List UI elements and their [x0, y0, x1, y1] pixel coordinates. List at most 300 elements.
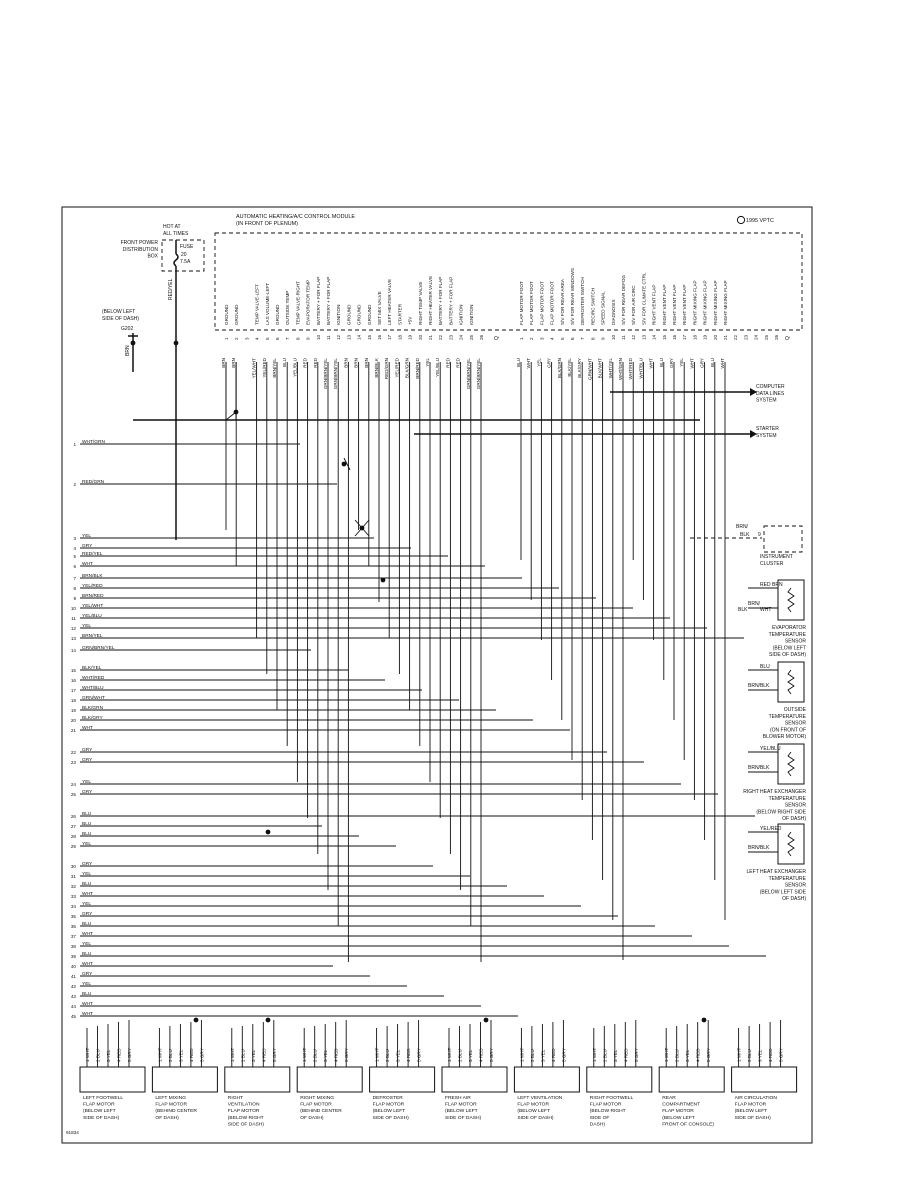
motor-pin: 1 WHT	[302, 1047, 308, 1062]
flap-motor-label: SIDE OF	[589, 1115, 610, 1121]
harness-wire-color: GRY	[82, 912, 93, 917]
harness-wire-color: YEL	[82, 780, 92, 785]
pin-number: 12	[336, 334, 342, 340]
motor-pin: 4 RED	[478, 1048, 484, 1062]
pin-function: SPEED SIGNAL	[600, 291, 606, 325]
splice-dot	[266, 1018, 271, 1023]
pin-function: RECIRC SWITCH	[590, 287, 596, 325]
crossover	[226, 412, 236, 420]
harness-wire-number: 28	[70, 834, 76, 839]
flap-motor-label: FLAP MOTOR	[589, 1102, 622, 1108]
harness-wire-color: GRY	[82, 544, 93, 549]
flap-motor-label: (BELOW LEFT	[372, 1109, 406, 1115]
motor-pin: 5 GRY	[561, 1048, 567, 1062]
pin-wire-color: GRN/WHT	[587, 358, 593, 380]
flap-motor-label: FLAP MOTOR	[300, 1102, 332, 1108]
flap-motor-label: FLAP MOTOR	[83, 1102, 115, 1108]
computer-data-lines-label: DATA LINES	[756, 390, 785, 397]
motor-pin: 3 YEL	[540, 1049, 546, 1062]
motor-pin: 3 YEL	[395, 1049, 401, 1062]
harness-wire-number: 25	[70, 792, 76, 797]
sensor-label: TEMPERATURE	[768, 875, 806, 882]
pin-wire-color: BRN/RED	[414, 358, 420, 379]
splice-dot	[381, 578, 386, 583]
pin-number: 20	[417, 334, 423, 340]
sensor-wire-color: BLK	[738, 607, 748, 613]
sensor-wire-color: RED	[760, 582, 771, 588]
motor-pin: 2 BLU	[167, 1049, 173, 1062]
harness-wire-number: 35	[70, 914, 76, 919]
pin-function: S/V FOR REAR DEFOG	[621, 274, 626, 325]
pin-function: RIGHT TEMP VALVE	[417, 281, 423, 325]
pin-wire-color: BLU	[282, 358, 288, 367]
ground-wire-color: BRN	[125, 345, 131, 356]
flap-motor-label: FRONT OF CONSOLE)	[662, 1122, 715, 1128]
pin-number: 21	[723, 334, 728, 340]
harness-wire-number: 23	[70, 760, 76, 765]
pin-number: 13	[346, 334, 352, 340]
motor-pin: 1 WHT	[374, 1047, 380, 1062]
motor-pin: 4 RED	[406, 1048, 412, 1062]
pin-function: IGNITION	[468, 304, 474, 325]
motor-pin: 4 RED	[188, 1048, 194, 1062]
pin-function: RIGHT VENT FLAP	[651, 284, 657, 325]
harness-wire-color: BLK/YEL	[82, 666, 102, 671]
pin-function: S/V FOR AIR CIRC	[631, 285, 637, 325]
flap-motor-label: FLAP MOTOR	[372, 1102, 405, 1108]
flap-motor-label: LEFT MIXING	[155, 1096, 187, 1101]
motor-pin: 1 WHT	[519, 1047, 525, 1062]
motor-pin: 1 WHT	[157, 1047, 163, 1062]
pin-wire-color: BLU	[709, 358, 715, 367]
flap-motor-label: SIDE OF DASH)	[445, 1115, 482, 1121]
pin-wire-color: BRN	[221, 358, 226, 368]
harness-wire-color: GRY	[82, 972, 93, 977]
harness-wire-color: GRN/WHT	[82, 696, 105, 701]
flap-motor-label: (BEHIND CENTER	[155, 1109, 197, 1115]
pin-number: 1	[224, 337, 229, 340]
pin-function: DEFROSTER SWITCH	[580, 277, 586, 325]
ground-location: (BELOW LEFT	[102, 309, 136, 315]
pin-function: RIGHT HEATER VALVE	[428, 275, 433, 325]
starter-system-label: STARTER	[756, 426, 779, 432]
harness-wire-color: GRY	[82, 758, 93, 763]
pin-function: STARTER	[397, 303, 403, 325]
sensor-box	[778, 662, 804, 702]
harness-wire-number: 11	[71, 616, 76, 621]
harness-wire-color: BLU	[82, 812, 92, 817]
motor-pin: 4 RED	[768, 1048, 774, 1062]
pin-number: 11	[326, 335, 331, 340]
harness-wire-number: 15	[70, 668, 76, 673]
sensor-wire-color: BRN/BLK	[748, 845, 770, 851]
pin-number: 16	[377, 334, 382, 340]
pin-number: 15	[661, 334, 667, 340]
harness-wire-number: 38	[70, 944, 76, 949]
pin-function: S/V FOR REAR WINDOWS	[570, 268, 575, 325]
harness-wire-number: 4	[73, 546, 76, 551]
sensor-wire-color: YEL/RED	[760, 826, 782, 832]
ground-id: G202	[121, 326, 134, 332]
harness-wire-color: BLU	[82, 832, 92, 837]
flap-motor-label: LEFT FOOTWELL	[83, 1096, 124, 1101]
pin-wire-color: BRN/YEL	[272, 358, 277, 378]
flap-motor-label: (BELOW LEFT	[734, 1109, 768, 1115]
cluster-pin: 9	[758, 532, 761, 538]
harness-wire-number: 32	[70, 884, 76, 889]
harness-wire-color: RED/GRN	[82, 480, 105, 485]
harness-wire-number: 44	[70, 1004, 76, 1009]
harness-wire-color: BRN/YEL	[82, 634, 103, 639]
harness-wire-number: 26	[70, 814, 76, 819]
flap-motor-label: SIDE OF DASH)	[517, 1115, 554, 1121]
pin-wire-color: GRN/BRN/YEL	[333, 358, 339, 390]
harness-wire-number: 42	[70, 984, 76, 989]
harness-wire-color: BLU	[82, 922, 92, 927]
pin-number: 26	[774, 334, 779, 340]
pin-number: 20	[712, 334, 718, 340]
pin-wire-color: GRY	[669, 358, 674, 368]
pin-wire-color: BLK/GRN	[404, 358, 410, 379]
harness-wire-color: GRY	[82, 790, 93, 795]
harness-wire-color: YEL	[82, 982, 92, 987]
flap-motor-label: FLAP MOTOR	[227, 1109, 260, 1115]
pin-number: 5	[264, 337, 270, 340]
pin-number: 26	[479, 334, 484, 340]
harness-wire-color: GRN/BRN/YEL	[82, 646, 115, 651]
sensor-label: (BELOW RIGHT SIDE	[756, 809, 806, 816]
pin-function: +5V	[407, 316, 413, 325]
pin-number: 3	[539, 337, 545, 340]
harness-wire-color: YEL	[82, 624, 92, 629]
pin-wire-color: WHT	[720, 358, 725, 369]
sensor-wire-color: BRN/BLK	[748, 765, 770, 771]
sensor-label: OF DASH)	[782, 896, 806, 903]
harness-wire-color: BLU	[82, 952, 92, 957]
harness-wire-color: BLK/GRN	[82, 706, 104, 711]
pin-wire-color: YEL	[679, 358, 685, 367]
pin-number: 2	[234, 337, 240, 340]
harness-wire-color: YEL	[82, 842, 92, 847]
pin-number: 22	[733, 334, 739, 340]
pin-wire-color: BRN	[343, 358, 349, 368]
pin-number: 15	[366, 334, 372, 340]
pin-wire-color: BLU	[516, 358, 521, 367]
harness-wire-color: RED/YEL	[82, 552, 103, 557]
pin-function: GROUND	[224, 304, 229, 325]
harness-wire-number: 20	[70, 718, 76, 723]
motor-pin: 2 BLU	[602, 1049, 608, 1062]
pin-function: DIAGNOSIS	[610, 299, 616, 325]
sensor-label: TEMPERATURE	[768, 713, 806, 720]
flap-motor-label: FLAP MOTOR	[155, 1102, 188, 1108]
motor-pin: 2 BLU	[95, 1049, 101, 1062]
flap-motor-label: SIDE OF DASH)	[227, 1122, 264, 1128]
motor-pin: 5 GRY	[344, 1048, 350, 1062]
figure-id: 91834	[66, 1130, 79, 1135]
pin-function: IGNITION	[458, 304, 464, 325]
motor-pin: 3 YEL	[468, 1049, 473, 1062]
sensor-label: TEMPERATURE	[768, 631, 806, 638]
harness-wire-number: 8	[73, 586, 76, 591]
harness-wire-number: 18	[70, 698, 76, 703]
pin-wire-color: GRY	[699, 358, 705, 368]
pin-wire-color: BLK/WHT	[597, 358, 603, 379]
pin-number: 9	[600, 337, 606, 340]
flap-motor-box	[587, 1067, 652, 1092]
fuse-amperage: 7.5A	[180, 259, 191, 265]
pin-number: 11	[621, 335, 626, 340]
harness-wire-color: WHT	[82, 962, 93, 967]
harness-wire-color: WHT	[82, 562, 93, 567]
power-wire-color: RED/YEL	[168, 278, 174, 300]
harness-wire-color: WHT/RED	[82, 676, 105, 681]
harness-wire-number: 45	[70, 1014, 76, 1019]
flap-motor-label: DEFROSTER	[372, 1096, 403, 1101]
harness-wire-number: 13	[70, 636, 76, 641]
harness-wire-number: 34	[70, 904, 76, 909]
pin-number: 17	[387, 334, 393, 340]
motor-pin: 3 YEL	[323, 1049, 329, 1062]
motor-pin: 1 WHT	[664, 1047, 670, 1062]
motor-pin: 2 BLU	[312, 1049, 318, 1062]
harness-wire-number: 10	[70, 606, 76, 611]
motor-pin: 4 RED	[695, 1048, 701, 1062]
pin-function: S/V FOR CLIMATE CTRL	[641, 272, 647, 325]
pin-function: FLAP MOTOR FOOT	[529, 281, 535, 325]
pin-number: 5	[559, 337, 565, 340]
splice-dot	[266, 830, 271, 835]
pin-wire-color: YEL/BLU	[435, 358, 441, 377]
motor-pin: 5 GRY	[778, 1048, 784, 1062]
pin-function: TEMP VALVE-RIGHT	[295, 281, 301, 325]
pin-function: GROUND	[346, 304, 352, 325]
harness-wire-color: GRY	[82, 862, 93, 867]
pin-number: 24	[458, 334, 464, 340]
pin-wire-color: RED	[455, 358, 461, 368]
motor-pin: 1 WHT	[447, 1047, 452, 1062]
pin-function: SET MIX VALVE	[377, 291, 382, 325]
pin-function: LEFT HEATER VALVE	[387, 278, 393, 325]
pin-number: 23	[448, 334, 454, 340]
flap-motor-label: (BELOW RIGHT	[227, 1115, 264, 1121]
power-distribution-box: FRONT POWER	[120, 240, 158, 246]
instrument-cluster-label: CLUSTER	[760, 560, 784, 567]
pin-number: 18	[397, 334, 403, 340]
motor-pin: 2 BLU	[240, 1049, 246, 1062]
pin-number: 23	[743, 334, 749, 340]
pin-wire-color: RED/GRN	[384, 358, 390, 380]
motor-pin: 3 YEL	[612, 1049, 618, 1062]
motor-pin: 4 RED	[333, 1048, 339, 1062]
connector-q: Q	[785, 336, 791, 340]
harness-wire-color: WHT	[82, 726, 93, 731]
motor-pin: 4 RED	[261, 1048, 267, 1062]
motor-pin: 3 YEL	[178, 1049, 184, 1062]
harness-wire-number: 3	[73, 536, 76, 541]
flap-motor-label: FLAP MOTOR	[517, 1102, 550, 1108]
pin-wire-color: WHT/BLU	[638, 358, 644, 379]
harness-wire-number: 6	[73, 564, 76, 569]
power-distribution-box: DISTRIBUTION	[122, 246, 158, 253]
harness-wire-color: WHT	[82, 892, 93, 897]
pin-wire-color: GRN/BRN/YEL	[476, 358, 481, 390]
pin-function: RIGHT VENT FLAP	[661, 284, 667, 325]
motor-pin: 3 YEL	[250, 1049, 256, 1062]
starter-system-label: SYSTEM	[756, 432, 777, 439]
flap-motor-label: DASH)	[589, 1122, 606, 1128]
pin-function: BATTERY + FOR FLAP	[315, 276, 321, 325]
pin-number: 7	[285, 337, 291, 340]
pin-wire-color: BRN	[363, 358, 369, 368]
pin-wire-color: YEL	[536, 358, 542, 367]
harness-wire-color: YEL	[82, 872, 92, 877]
sensor-label: SENSOR	[784, 882, 806, 889]
flap-motor-label: SIDE OF DASH)	[83, 1115, 120, 1121]
fuse-label: FUSE	[180, 244, 194, 250]
flap-motor-label: FLAP MOTOR	[445, 1102, 477, 1108]
harness-wire-color: YEL	[82, 902, 92, 907]
motor-pin: 2 BLU	[529, 1049, 535, 1062]
pin-wire-color: YEL/WHT	[251, 358, 257, 379]
harness-wire-number: 5	[73, 554, 76, 559]
harness-wire-number: 2	[73, 482, 76, 487]
splice-dot	[131, 341, 136, 346]
motor-pin: 5 GRY	[633, 1048, 639, 1062]
flap-motor-label: OF DASH)	[300, 1115, 324, 1121]
sensor-label: (BELOW LEFT SIDE	[759, 889, 806, 896]
connector-q: Q	[494, 336, 500, 340]
motor-pin: 2 BLU	[747, 1049, 753, 1062]
splice-dot	[702, 1018, 707, 1023]
flap-motor-label: (BELOW LEFT	[83, 1109, 116, 1115]
sensor-label: SENSOR	[784, 802, 806, 809]
harness-wire-number: 36	[70, 924, 76, 929]
motor-pin: 4 RED	[116, 1048, 122, 1062]
pin-number: 16	[672, 334, 677, 340]
fuse-icon	[174, 254, 178, 266]
motor-pin: 5 GRY	[271, 1048, 277, 1062]
harness-wire-number: 14	[70, 648, 76, 653]
flap-motor-box	[225, 1067, 290, 1092]
pin-number: 14	[356, 334, 362, 340]
sensor-label: OF DASH)	[782, 816, 806, 823]
diagram-border	[62, 207, 812, 1143]
motor-pin: 4 RED	[623, 1048, 629, 1062]
flap-motor-label: COMPARTMENT	[662, 1102, 701, 1108]
harness-wire-color: BLU	[82, 822, 92, 827]
sensor-label: BLOWER MOTOR)	[762, 734, 806, 741]
pin-wire-color: GRN/BRN/YEL	[323, 358, 328, 390]
flap-motor-label: SIDE OF DASH)	[372, 1115, 409, 1121]
pin-number: 22	[438, 334, 444, 340]
harness-wire-color: YEL	[82, 942, 92, 947]
flap-motor-box	[297, 1067, 362, 1092]
harness-wire-number: 39	[70, 954, 76, 959]
motor-pin: 1 WHT	[85, 1047, 90, 1062]
pin-function: RIGHT MIXING FLAP	[723, 280, 728, 325]
pin-number: 18	[692, 334, 698, 340]
sensor-box	[778, 744, 804, 784]
harness-wire-number: 12	[70, 626, 76, 631]
pin-function: GROUND	[356, 304, 362, 325]
harness-wire-number: 17	[70, 688, 76, 693]
sensor-wire-color: BRN/	[748, 601, 760, 607]
harness-wire-color: GRY	[82, 748, 93, 753]
pin-function: RIGHT MIXING FLAP	[692, 280, 698, 325]
sensor-wire-color: YEL/BLU	[760, 746, 781, 752]
pin-number: 2	[529, 337, 535, 340]
pin-function: TEMP VALVE-LEFT	[254, 284, 260, 325]
sensor-label: OUTSIDE	[783, 707, 806, 713]
pin-function: BATTERY + FOR FLAP	[438, 276, 444, 325]
pin-wire-color: RED	[445, 358, 451, 368]
pin-function: IGNITION	[336, 304, 342, 325]
pin-number: 1	[519, 337, 524, 340]
pin-wire-color: GRN/BRN/YEL	[465, 358, 471, 390]
pin-function: FLAP MOTOR FOOT	[549, 281, 555, 325]
pin-function: GROUND	[366, 304, 372, 325]
harness-wire-number: 21	[70, 728, 76, 733]
sensor-wire-color: BLU	[760, 664, 770, 670]
pin-number: 25	[763, 334, 769, 340]
harness-wire-color: YEL/WHT	[82, 604, 104, 609]
sensor-label: RIGHT HEAT EXCHANGER	[743, 789, 806, 795]
pin-wire-color: BRN	[353, 358, 359, 368]
flap-motor-label: VENTILATION	[227, 1102, 260, 1108]
pin-function: RIGHT MIXING FLAP	[702, 280, 708, 325]
pin-wire-color: WHT/GRN	[618, 358, 623, 380]
motor-pin: 5 GRY	[489, 1048, 494, 1062]
harness-wire-number: 31	[70, 874, 76, 879]
harness-wire-number: 27	[70, 824, 76, 829]
harness-wire-number: 40	[70, 964, 76, 969]
pin-number: 19	[702, 334, 708, 340]
pin-wire-color: BRN	[231, 358, 237, 368]
motor-pin: 3 YEL	[106, 1049, 111, 1062]
harness-wire-number: 19	[70, 708, 76, 713]
computer-data-lines-label: COMPUTER	[756, 384, 785, 390]
pin-wire-color: YEL/BLU	[292, 358, 298, 377]
splice-dot	[194, 1018, 199, 1023]
pin-number: 19	[407, 334, 413, 340]
harness-wire-number: 7	[73, 576, 76, 581]
sensor-box	[778, 824, 804, 864]
harness-wire-number: 24	[70, 782, 76, 787]
pin-function: S/V FOR REAR AREA	[559, 279, 565, 325]
pin-wire-color: WHT	[689, 358, 695, 369]
motor-pin: 5 GRY	[416, 1048, 422, 1062]
pin-function: LAS VOLUME-LEFT	[264, 282, 270, 325]
motor-pin: 1 WHT	[229, 1047, 235, 1062]
instrument-cluster-box	[764, 526, 802, 552]
harness-wire-number: 1	[73, 442, 76, 447]
flap-motor-label: RIGHT	[227, 1096, 244, 1101]
harness-wire-number: 43	[70, 994, 76, 999]
flap-motor-label: (BELOW RIGHT	[589, 1109, 626, 1115]
copyright-icon	[737, 216, 744, 223]
flap-motor-label: AIR CIRCULATION	[734, 1096, 777, 1101]
motor-pin: 2 BLU	[674, 1049, 680, 1062]
fuse-number: 20	[181, 252, 187, 258]
harness-wire-number: 33	[70, 894, 76, 899]
motor-pin: 1 WHT	[591, 1047, 597, 1062]
copyright: 1995 VPTC	[746, 218, 774, 224]
hot-at-all-times: HOT AT	[163, 224, 181, 230]
flap-motor-label: (BELOW LEFT	[445, 1109, 478, 1115]
motor-pin: 2 BLU	[457, 1049, 463, 1062]
pin-number: 21	[428, 334, 433, 340]
